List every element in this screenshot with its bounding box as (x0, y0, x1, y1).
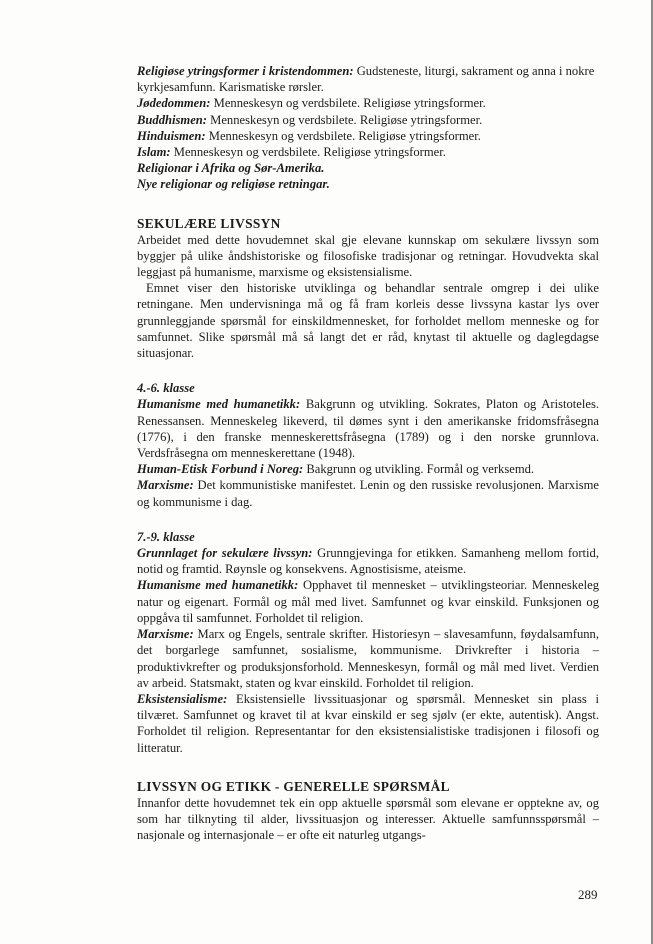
list-item (137, 396, 599, 461)
section-heading-livssyn-etikk: LIVSSYN OG ETIKK - GENERELLE SPØRSMÅL (137, 778, 450, 794)
list-item (137, 176, 599, 192)
description: Gudsteneste, liturgi, sakrament og anna i nokre kyrkjesamfunn. Karismatiske rørsler. (137, 64, 595, 95)
description: Grunngjevinga for etikken. Samanheng mellom fortid, notid og framtid. Røynsle og konsekvens. Agnostisisme, ateisme. (137, 546, 599, 577)
subheading-7-9: 7.-9. klasse (137, 529, 195, 544)
list-item (137, 95, 599, 111)
religion-list (137, 63, 599, 193)
paragraph: Emnet viser den historiske utviklinga og behandlar sentrale omgrep i dei ulike retningane. Men undervisninga må og få fram korleis desse livssyna kastar lys over grunnleggjande spørsmål for einskildmennesket, for forholdet mellom menneske og for samfunnet. Slike spørsmål må så langt det er råd, knytast til aktuelle og daglegdagse situasjonar. (137, 281, 599, 361)
list-item (137, 577, 599, 626)
list-item (137, 128, 599, 144)
list-item (137, 691, 599, 756)
term: Humanisme med humanetikk: (137, 397, 301, 412)
term: Religionar i Afrika og Sør-Amerika. (137, 161, 325, 176)
list-item (137, 461, 599, 477)
term: Jødedommen: (137, 96, 211, 111)
list-item (137, 626, 599, 691)
term: Nye religionar og religiøse retningar. (137, 177, 330, 192)
description: Opphavet til mennesket – utviklingsteoriar. Menneskeleg natur og eigenart. Formål og mål med livet. Samfunnet og kvar einskild. Funksjonen og oppgåva til samfunnet. Forholdet til religion. (137, 578, 599, 625)
term: Human-Etisk Forbund i Noreg: (137, 462, 304, 477)
term: Grunnlaget for sekulære livssyn: (137, 546, 313, 561)
subheading-4-6: 4.-6. klasse (137, 381, 195, 396)
page-number: 289 (578, 887, 598, 902)
term: Humanisme med humanetikk: (137, 578, 299, 593)
list-item (137, 112, 599, 128)
list-item (137, 63, 599, 95)
term: Marxisme: (137, 627, 194, 642)
paragraph: Innanfor dette hovudemnet tek ein opp aktuelle spørsmål som elevane er opptekne av, og som har tilknyting til alder, livssituasjon og interesser. Aktuelle samfunnsspørsmål – nasjonale og internasjonale – er ofte eit naturleg utgangs- (137, 795, 599, 843)
description: Menneskesyn og verdsbilete. Religiøse ytringsformer. (210, 96, 486, 111)
description: Det kommunistiske manifestet. Lenin og den russiske revolusjonen. Marxisme og kommunisme i dag. (137, 478, 599, 509)
list-item (137, 144, 599, 160)
description: Bakgrunn og utvikling. Sokrates, Platon og Aristoteles. Renessansen. Menneskeleg likeverd, til dømes synt i den amerikanske fridomsfråsegna (1776), i den franske menneskerettsfråsegna (1789) og i den norske grunnlova. Verdsfråsegna om menneskerettane (1948). (137, 397, 599, 461)
term: Buddhismen: (137, 112, 207, 127)
list-item (137, 160, 599, 176)
section-heading-sekulaere: SEKULÆRE LIVSSYN (137, 215, 281, 231)
description: Menneskesyn og verdsbilete. Religiøse ytringsformer. (170, 145, 446, 160)
term: Islam: (137, 145, 171, 160)
term: Hinduismen: (137, 128, 206, 143)
term: Eksistensialisme: (137, 691, 228, 706)
term: Religiøse ytringsformer i kristendommen: (137, 64, 354, 78)
description: Menneskesyn og verdsbilete. Religiøse ytringsformer. (207, 112, 483, 127)
description: Eksistensielle livssituasjonar og spørsmål. Mennesket sin plass i tilværet. Samfunnet og kravet til at kvar einskild er seg sjølv (er ekte, autentisk). Angst. Forholdet til religion. Representantar for den eksistensialistiske tradisjonen i filosofi og litteratur. (137, 691, 599, 755)
term: Marxisme: (137, 478, 194, 493)
paragraph: Arbeidet med dette hovudemnet skal gje elevane kunnskap om sekulære livssyn som byggjer på ulike åndshistoriske og filosofiske tradisjonar og retningar. Hovudvekta skal leggjast på humanisme, marxisme og eksistensialisme. (137, 232, 599, 280)
description: Menneskesyn og verdsbilete. Religiøse ytringsformer. (205, 128, 481, 143)
description: Bakgrunn og utvikling. Formål og verksemd. (303, 462, 535, 477)
description: Marx og Engels, sentrale skrifter. Historiesyn – slavesamfunn, føydalsamfunn, det borgarlege samfunnet, sosialisme, kommunisme. Drivkrefter i historia – produktivkrefter og produksjonsforhold. Menneskesyn, formål og mål med livet. Verdien av arbeid. Statsmakt, staten og kvar einskild. Forholdet til religion. (137, 627, 599, 690)
list-item (137, 545, 599, 577)
page-body (137, 63, 599, 843)
list-item (137, 477, 599, 509)
